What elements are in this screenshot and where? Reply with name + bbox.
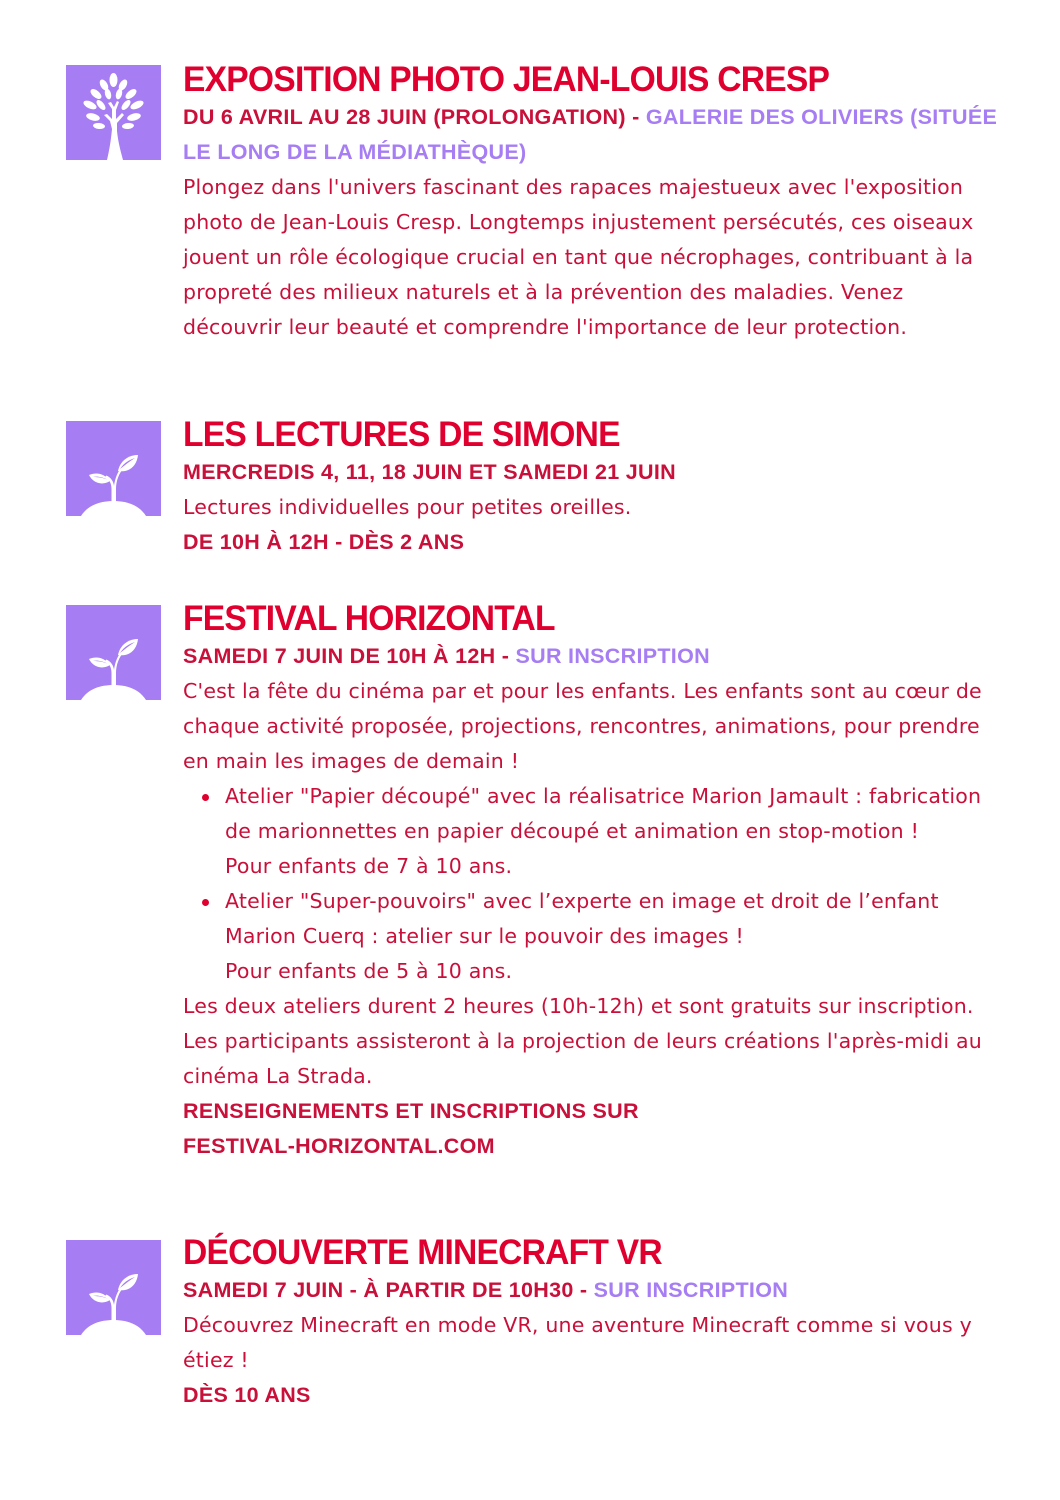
event-date-registration bbox=[183, 1273, 1003, 1308]
event-description-details: Les deux ateliers durent 2 heures (10h-12h) et sont gratuits sur inscription. Les participants assisteront à la projection de leurs créations l'après-midi au cinéma La Strada. bbox=[183, 994, 982, 1088]
event-time-age: DE 10H À 12H - DÈS 2 ANS bbox=[183, 530, 465, 554]
event-date: MERCREDIS 4, 11, 18 JUIN ET SAMEDI 21 JUIN bbox=[183, 460, 676, 484]
event-location: GALERIE DES OLIVIERS (SITUÉE LE LONG DE LA MÉDIATHÈQUE) bbox=[183, 105, 998, 164]
event-date: DU 6 AVRIL AU 28 JUIN (PROLONGATION) - bbox=[183, 105, 646, 129]
event-title: LES LECTURES DE SIMONE bbox=[183, 415, 620, 454]
event-title: FESTIVAL HORIZONTAL bbox=[183, 599, 555, 638]
event-title: EXPOSITION PHOTO JEAN-LOUIS CRESP bbox=[183, 60, 830, 99]
workshop-description: Atelier "Papier découpé" avec la réalisatrice Marion Jamault : fabrication de marionnettes en papier découpé et animation en stop-motion ! bbox=[225, 784, 982, 843]
event-date: SAMEDI 7 JUIN DE 10H À 12H - bbox=[183, 644, 516, 668]
workshop-age: Pour enfants de 5 à 10 ans. bbox=[225, 959, 513, 983]
event-description: C'est la fête du cinéma par et pour les enfants. Les enfants sont au cœur de chaque activité proposée, projections, rencontres, animations, pour prendre en main les images de demain ! bbox=[183, 679, 982, 773]
tree-icon bbox=[66, 65, 161, 160]
sprout-icon bbox=[66, 605, 161, 700]
workshop-item bbox=[183, 884, 1003, 989]
info-label: RENSEIGNEMENTS ET INSCRIPTIONS SUR bbox=[183, 1099, 639, 1123]
workshop-list bbox=[183, 779, 1003, 989]
workshop-item bbox=[183, 779, 1003, 884]
workshop-description: Atelier "Super-pouvoirs" avec l’experte en image et droit de l’enfant Marion Cuerq : atelier sur le pouvoir des images ! bbox=[225, 889, 939, 948]
event-description: Plongez dans l'univers fascinant des rapaces majestueux avec l'exposition photo de Jean-Louis Cresp. Longtemps injustement persécutés, ces oiseaux jouent un rôle écologique crucial en tant que nécrophages, contribuant à la propreté des milieux naturels et à la prévention des maladies. Venez découvrir leur beauté et comprendre l'importance de leur protection. bbox=[183, 175, 974, 339]
event-age: DÈS 10 ANS bbox=[183, 1383, 311, 1407]
festival-website-link[interactable]: FESTIVAL-HORIZONTAL.COM bbox=[183, 1134, 495, 1158]
workshop-age: Pour enfants de 7 à 10 ans. bbox=[225, 854, 513, 878]
event-date-registration bbox=[183, 639, 1003, 674]
event-description: Découvrez Minecraft en mode VR, une aventure Minecraft comme si vous y étiez ! bbox=[183, 1313, 972, 1372]
sprout-icon bbox=[66, 421, 161, 516]
registration-note: SUR INSCRIPTION bbox=[593, 1278, 789, 1302]
event-title: DÉCOUVERTE MINECRAFT VR bbox=[183, 1233, 662, 1272]
event-description: Lectures individuelles pour petites oreilles. bbox=[183, 495, 632, 519]
sprout-icon bbox=[66, 1240, 161, 1335]
event-date: SAMEDI 7 JUIN - À PARTIR DE 10H30 - bbox=[183, 1278, 594, 1302]
registration-note: SUR INSCRIPTION bbox=[515, 644, 710, 668]
event-date-location bbox=[183, 100, 1003, 170]
